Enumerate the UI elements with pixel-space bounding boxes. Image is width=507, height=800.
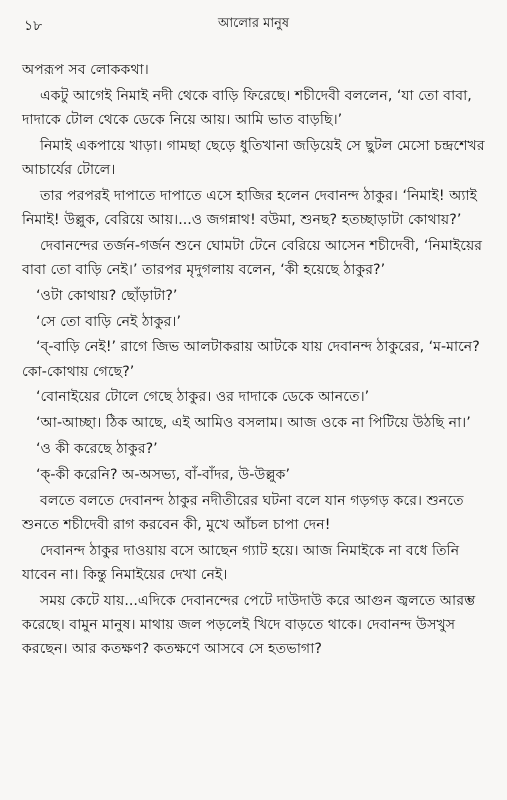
- paragraph: ‘ও কী করেছে ঠাকুর?’: [36, 440, 158, 457]
- paragraph: বলতে বলতে দেবানন্দ ঠাকুর নদীতীরের ঘটনা বলে যান গড়গড় করে। শুনতে শুনতে শচীদেবী রাগ করবেন কী, মুখে আঁচল চাপা দেন!: [22, 492, 464, 533]
- paragraph: দেবানন্দ ঠাকুর দাওয়ায় বসে আছেন গ্যাট হয়ে। আজ নিমাইকে না বধে তিনি যাবেন না। কিন্তু নিমাইয়ের দেখা নেই।: [22, 542, 460, 583]
- paragraph: ‘ওটা কোথায়? ছোঁড়াটা?’: [36, 287, 178, 304]
- page-header: [0, 14, 507, 36]
- body-text: [22, 58, 486, 663]
- page-number: ১৮: [24, 18, 43, 34]
- paragraph: সময় কেটে যায়...এদিকে দেবানন্দের পেটে দাউদাউ করে আগুন জ্বলতে আরম্ভ করেছে। বামুন মানুষ। মাথায় জল পড়লেই খিদে বাড়তে থাকে। দেবানন্দ উসখুস করছেন। আর কতক্ষণ? কতক্ষণে আসবে সে হতভাগা?: [22, 592, 476, 657]
- running-title: আলোর মানুষ: [217, 16, 290, 31]
- paragraph: তার পরপরই দাপাতে দাপাতে এসে হাজির হলেন দেবানন্দ ঠাকুর। ‘নিমাই! অ্যাই নিমাই! উল্লুক, বেরিয়ে আয়।...ও জগন্নাথ! বউমা, শুনছ? হতচ্ছাড়াটা কোথায়?’: [22, 187, 477, 228]
- paragraph: ‘সে তো বাড়ি নেই ঠাকুর।’: [36, 313, 182, 330]
- paragraph: ‘ক্-কী করেনি? অ-অসভ্য, বাঁ-বাঁদর, উ-উল্লুক’: [36, 466, 290, 483]
- paragraph: ‘আ-আচ্ছা। ঠিক আছে, এই আমিও বসলাম। আজ ওকে না পিটিয়ে উঠছি না।’: [36, 415, 471, 432]
- paragraph: অপরূপ সব লোককথা।: [22, 62, 149, 78]
- paragraph: একটু আগেই নিমাই নদী থেকে বাড়ি ফিরেছে। শচীদেবী বললেন, ‘যা তো বাবা, দাদাকে টোল থেকে ডেকে নিয়ে আয়। আমি ভাত বাড়ছি।’: [22, 87, 472, 128]
- paragraph: দেবানন্দের তর্জন-গর্জন শুনে ঘোমটা টেনে বেরিয়ে আসেন শচীদেবী, ‘নিমাইয়ের বাবা তো বাড়ি নেই।’ তারপর মৃদুগলায় বলেন, ‘কী হয়েছে ঠাকুর?’: [22, 237, 483, 278]
- paragraph: ‘ব্-বাড়ি নেই!’ রাগে জিভ আলটাকরায় আটকে যায় দেবানন্দ ঠাকুরের, ‘ম-মানে? কো-কোথায় গেছে?’: [22, 339, 480, 380]
- paragraph: নিমাই একপায়ে খাড়া। গামছা ছেড়ে ধুতিখানা জড়িয়েই সে ছুটল মেসো চন্দ্রশেখর আচার্যের টোলে।: [22, 137, 485, 178]
- paragraph: ‘বোনাইয়ের টোলে গেছে ঠাকুর। ওর দাদাকে ডেকে আনতে।’: [36, 389, 370, 406]
